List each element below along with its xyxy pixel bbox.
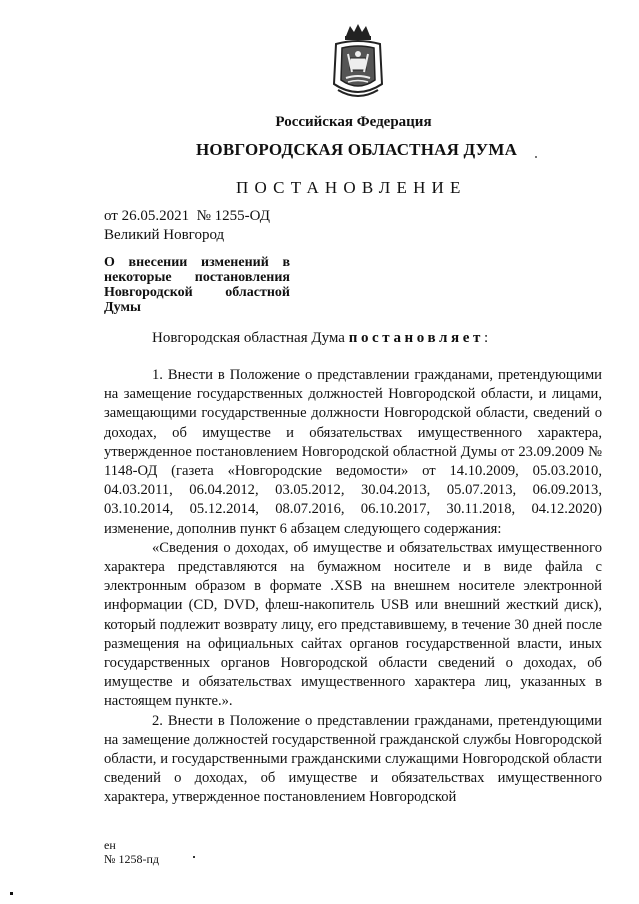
document-date-number: от 26.05.2021 № 1255-ОД <box>104 208 270 224</box>
paragraph-quote: «Сведения о доходах, об имуществе и обязательствах имущественного характера представляются на бумажном носителе и в виде файла с электронным образом в формате .XSB на внешнем носителе электронной информации (CD, DVD, флеш-накопитель USB или внешний жесткий диск), который подлежит возврату лицу, его представившему, в течение 30 дней после размещения на официальных сайтах органов государственной власти, иных государственных органов Новгородской области сведений о доходах, об имуществе и обязательствах имущественного характера лиц, указанных в настоящем пункте.». <box>104 539 602 710</box>
coat-of-arms-icon <box>328 22 388 102</box>
scan-speck <box>193 856 195 858</box>
executor-initials: ен <box>104 838 116 852</box>
document-body <box>104 366 602 808</box>
paragraph-1: 1. Внести в Положение о представлении гражданами, претендующими на замещение государственных должностей Новгородской области, и лицами, замещающими государственные должности Новгородской области, сведений о доходах, об имуществе и обязательствах имущественного характера, утвержденное постановлением Новгородской областной Думы от 23.09.2009 № 1148-ОД (газета «Новгородские ведомости» от 14.10.2009, 05.03.2010, 04.03.2011, 06.04.2012, 03.05.2012, 30.04.2013, 05.07.2013, 06.09.2013, 03.10.2014, 05.12.2014, 08.07.2016, 06.10.2017, 30.11.2018, 04.12.2020) изменение, дополнив пункт 6 абзацем следующего содержания: <box>104 367 602 537</box>
scan-speck <box>10 892 13 895</box>
executor-footer <box>104 838 159 866</box>
document-subject: О внесении изменений в некоторые постановления Новгородской областной Думы <box>104 255 290 315</box>
paragraph-2: 2. Внести в Положение о представлении гражданами, претендующими на замещение должностей государственной гражданской службы Новгородской области, и государственными гражданскими служащими Новгородской области сведений о доходах, об имуществе и обязательствах имущественного характера, утвержденное постановлением Новгородской <box>104 712 602 806</box>
resolve-lead: Новгородская областная Дума <box>152 330 349 346</box>
registration-number: № 1258-пд <box>104 852 159 866</box>
country-name: Российская Федерация <box>275 114 432 130</box>
resolve-line <box>152 330 488 347</box>
resolve-verb: постановляет <box>348 330 484 346</box>
document-place: Великий Новгород <box>104 227 225 243</box>
document-type: ПОСТАНОВЛЕНИЕ <box>236 178 467 197</box>
resolve-colon: : <box>483 330 489 346</box>
document-meta <box>104 207 270 245</box>
scan-speck <box>535 156 537 158</box>
organization-name: НОВГОРОДСКАЯ ОБЛАСТНАЯ ДУМА <box>196 140 518 159</box>
